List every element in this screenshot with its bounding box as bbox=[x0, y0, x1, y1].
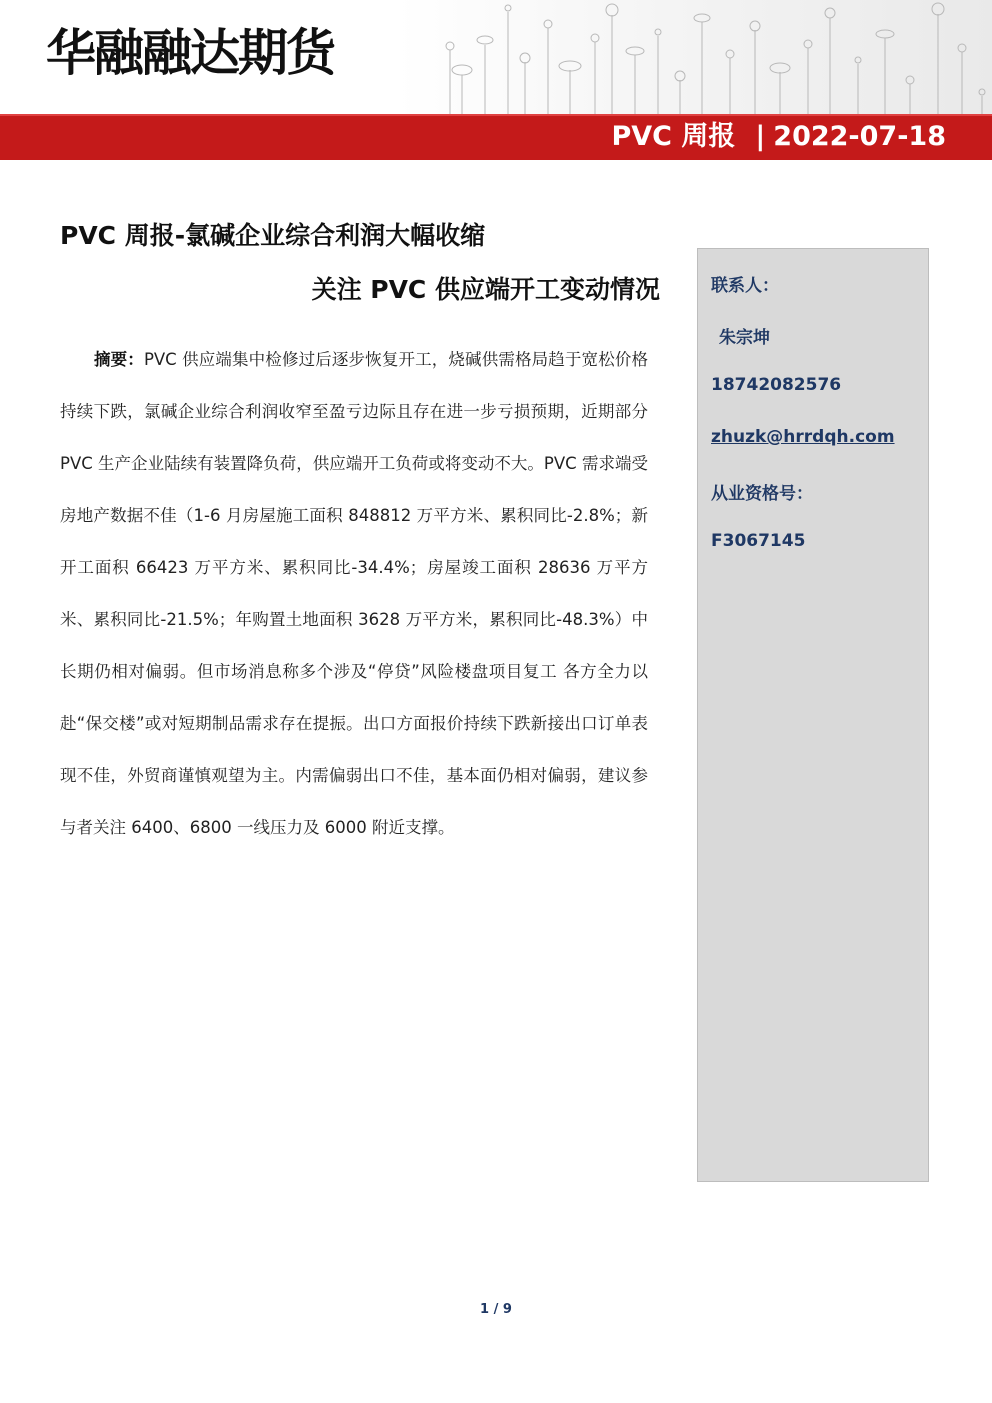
contact-phone: 18742082576 bbox=[711, 375, 842, 395]
abstract-paragraph bbox=[60, 334, 648, 854]
report-type: PVC 周报 bbox=[611, 121, 736, 152]
abstract-label: 摘要： bbox=[94, 350, 144, 369]
header-separator: | bbox=[755, 121, 766, 152]
report-date: 2022-07-18 bbox=[773, 121, 946, 152]
company-logo: 华融融达期货 bbox=[46, 23, 334, 82]
report-title-line2: 关注 PVC 供应端开工变动情况 bbox=[311, 275, 660, 304]
contact-name: 朱宗坤 bbox=[719, 328, 770, 348]
page-header bbox=[0, 0, 992, 160]
report-header-info bbox=[612, 114, 947, 160]
page-indicator: 1 / 9 bbox=[480, 1302, 512, 1317]
report-title-line1: PVC 周报-氯碱企业综合利润大幅收缩 bbox=[60, 221, 486, 250]
abstract-text: PVC 供应端集中检修过后逐步恢复开工，烧碱供需格局趋于宽松价格持续下跌，氯碱企业综合利润收窄至盈亏边际且存在进一步亏损预期，近期部分 PVC 生产企业陆续有装置降负荷，供应端开工负荷或将变动不大。PVC 需求端受房地产数据不佳（1-6 月房屋施工面积 848812 万平方米、累积同比-2.8%；新开工面积 66423 万平方米、累积同比-34.4%；房屋竣工面积 28636 万平方米、累积同比-21.5%；年购置土地面积 3628 万平方米，累积同比-48.3%）中长期仍相对偏弱。但市场消息称多个涉及“停贷”风险楼盘项目复工 各方全力以赴“保交楼”或对短期制品需求存在提振。出口方面报价持续下跌新接出口订单表现不佳，外贸商谨慎观望为主。内需偏弱出口不佳，基本面仍相对偏弱，建议参与者关注 6400、6800 一线压力及 6000 附近支撑。 bbox=[60, 350, 648, 837]
contact-sidebar bbox=[697, 248, 929, 1182]
decorative-graphic bbox=[430, 0, 992, 114]
license-number: F3067145 bbox=[711, 531, 806, 551]
contact-label: 联系人： bbox=[711, 276, 779, 296]
contact-email-link[interactable]: zhuzk@hrrdqh.com bbox=[711, 427, 895, 447]
header-red-bar bbox=[0, 114, 992, 160]
license-label: 从业资格号： bbox=[711, 484, 813, 504]
